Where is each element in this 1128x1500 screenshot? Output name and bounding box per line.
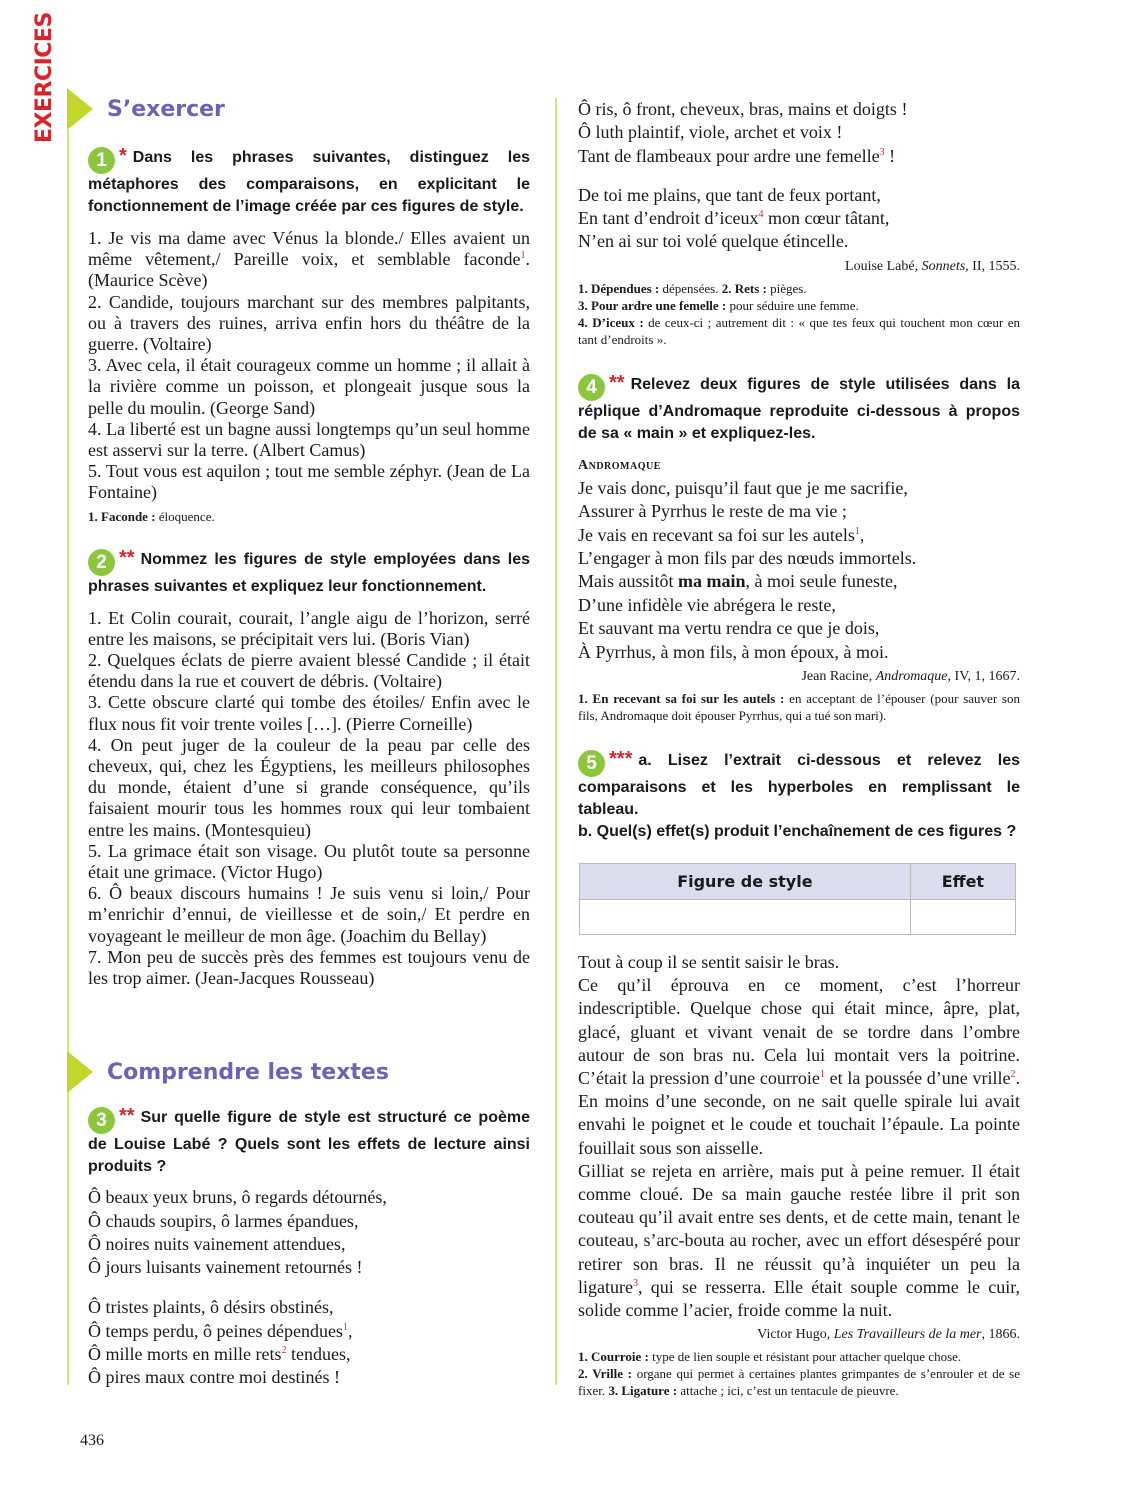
section-triangle-icon: [67, 88, 93, 130]
footnote: 1. Faconde : éloquence.: [88, 508, 215, 524]
poem-stanza: Ô beaux yeux bruns, ô regards détournés, Ô chauds soupirs, ô larmes épandues, Ô noires nuits vainement attendues, Ô jours luisants vainement retournés !: [88, 1187, 387, 1278]
page-number: 436: [80, 1432, 104, 1449]
exercise-2-prompt: 2 ** Nommez les figures de style employées dans les phrases suivantes et expliquez leur fonctionnement.: [88, 546, 530, 595]
source-citation: Louise Labé, Sonnets, II, 1555.: [845, 258, 1020, 274]
exercise-3-prompt: 3 ** Sur quelle figure de style est structuré ce poème de Louise Labé ? Quels sont les effets de lecture ainsi produits ?: [88, 1105, 530, 1176]
footnote: 1. En recevant sa foi sur les autels : en acceptant de l’épouser (pour sauver son fils, Andromaque doit épouser Pyrrhus, qui a tué son mari).: [578, 691, 1020, 724]
section-heading: [88, 1051, 530, 1093]
exercise-1-items: 1. Je vis ma dame avec Vénus la blonde./ Elles avaient un même vêtement,/ Pareille voix, et semblable faconde$^1$. (Maurice Scève) 2. Candide, toujours marchant sur des membres palpitants, ou à travers des ruines, arriva enfin hors du théâtre de la guerre. (Voltaire) 3. Avec cela, il était courageux comme un homme ; il allait à la rivière comme un poisson, et plongeait jusque sous la pelle du moulin. (George Sand) 4. La liberté est un bagne aussi longtemps qu’un seul homme est asservi sur la terre. (Albert Camus) 5. Tout vous est aquilon ; tout me semble zéphyr. (Jean de La Fontaine): [88, 228, 530, 503]
exercise-5-prompt: 5 *** a. Lisez l’extrait ci-dessous et relevez les comparaisons et les hyperboles en remplissant le tableau. b. Quel(s) effet(s) produit l’enchaînement de ces figures ?: [578, 748, 1020, 841]
side-label: EXERCICES: [32, 12, 57, 143]
margin-rule: [67, 130, 69, 1385]
footnotes: 1. Dépendues : dépensées. 2. Rets : pièges. 3. Pour ardre une femelle : pour séduire une femme. 4. D’iceux : de ceux-ci ; autrement dit : « que tes feux qui touchent mon cœur en tant d’endroits ».: [578, 280, 1020, 347]
table-header: Effet: [910, 864, 1015, 900]
speaker-name: Andromaque: [578, 457, 661, 473]
poem-stanza: Ô tristes plaints, ô désirs obstinés, Ô temps perdu, ô peines dépendues$^1$, Ô mille morts en mille rets$^2$ tendues, Ô pires maux contre moi destinés !: [88, 1297, 353, 1388]
table-cell[interactable]: [910, 900, 1015, 935]
play-excerpt: Je vais donc, puisqu’il faut que je me sacrifie, Assurer à Pyrrhus le reste de ma vie ; Je vais en recevant sa foi sur les autels$^1$, L’engager à mon fils par des nœuds immortels. Mais aussitôt ma main, à moi seule funeste, D’une infidèle vie abrégera le reste, Et sauvant ma vertu rendra ce que je dois, À Pyrrhus, à mon fils, à mon époux, à moi.: [578, 477, 917, 662]
prose-excerpt: Tout à coup il se sentit saisir le bras. Ce qu’il éprouva en ce moment, c’est l’horreur indescriptible. Quelque chose qui était mince, âpre, plat, glacé, gluant et vivant venait de se tordre dans l’ombre autour de son bras nu. Cela lui montait vers la poitrine. C’était la pression d’une courroie$^1$ et la poussée d’une vrille$^2$. En moins d’une seconde, on ne sait quelle spirale lui avait envahi le poignet et le coude et touchait l’épaule. La pointe fouillait sous son aisselle. Gilliat se rejeta en arrière, mais put à peine remuer. Il était comme cloué. De sa main gauche restée libre il prit son couteau qu’il avait entre ses dents, et de cette main, tenant le couteau, s’arc-bouta au rocher, avec un effort désespéré pour retirer son bras. Il ne réussit qu’à inquiéter un peu la ligature$^3$, qui se resserra. Elle était souple comme le cuir, solide comme l’acier, froide comme la nuit.: [578, 952, 1020, 1321]
poem-stanza: Ô ris, ô front, cheveux, bras, mains et doigts ! Ô luth plaintif, viole, archet et voix ! Tant de flambeaux pour ardre une femelle$^3$ !: [578, 99, 908, 166]
exercise-4-prompt: 4 ** Relevez deux figures de style utilisées dans la réplique d’Andromaque reproduite ci-dessous à propos de sa « main » et expliquez-les.: [578, 371, 1020, 442]
table-header: Figure de style: [580, 864, 911, 900]
left-column: [88, 88, 530, 1390]
exercise-1-prompt: 1 * Dans les phrases suivantes, distinguez les métaphores des comparaisons, en explicitant le fonctionnement de l’image créée par ces figures de style.: [88, 145, 530, 215]
section-heading: [88, 88, 530, 130]
source-citation: Jean Racine, Andromaque, IV, 1, 1667.: [801, 669, 1020, 685]
poem-stanza: De toi me plains, que tant de feux portant, En tant d’endroit d’iceux$^4$ mon cœur tâtant, N’en ai sur toi volé quelque étincelle.: [578, 184, 890, 252]
right-column: [578, 98, 1020, 1399]
answer-table: [578, 863, 1020, 935]
column-rule: [555, 98, 557, 1385]
section-title: S’exercer: [107, 96, 225, 122]
footnotes: 1. Courroie : type de lien souple et résistant pour attacher quelque chose. 2. Vrille : organe qui permet à certaines plantes grimpantes de s’enrouler et de se fixer. 3. Ligature : attache ; ici, c’est un tentacule de pieuvre.: [578, 1349, 1020, 1399]
exercise-2-items: 1. Et Colin courait, courait, l’angle aigu de l’horizon, serré entre les maisons, se précipitait vers lui. (Boris Vian) 2. Quelques éclats de pierre avaient blessé Candide ; il était étendu dans la rue et couvert de débris. (Voltaire) 3. Cette obscure clarté qui tombe des étoiles/ Enfin avec le flux nous fit voir trente voiles […]. (Pierre Corneille) 4. On peut juger de la couleur de la peau par celle des cheveux, qui, chez les Égyptiens, les meilleurs philosophes du monde, étaient d’une si grande conséquence, qu’ils faisaient mourir tous les hommes roux qui leur tombaient entre les mains. (Montesquieu) 5. La grimace était son visage. Ou plutôt toute sa personne était une grimace. (Victor Hugo) 6. Ô beaux discours humains ! Je suis venu si loin,/ Pour m’enrichir d’ennui, de vieillesse et de soin,/ Et perdre en voyageant le meilleur de mon âge. (Joachim du Bellay) 7. Mon peu de succès près des femmes est toujours venu de les trop aimer. (Jean-Jacques Rousseau): [88, 607, 530, 989]
table-cell[interactable]: [580, 900, 911, 935]
source-citation: Victor Hugo, Les Travailleurs de la mer, 1866.: [757, 1327, 1020, 1343]
section-title: Comprendre les textes: [107, 1059, 389, 1085]
section-triangle-icon: [67, 1051, 93, 1093]
